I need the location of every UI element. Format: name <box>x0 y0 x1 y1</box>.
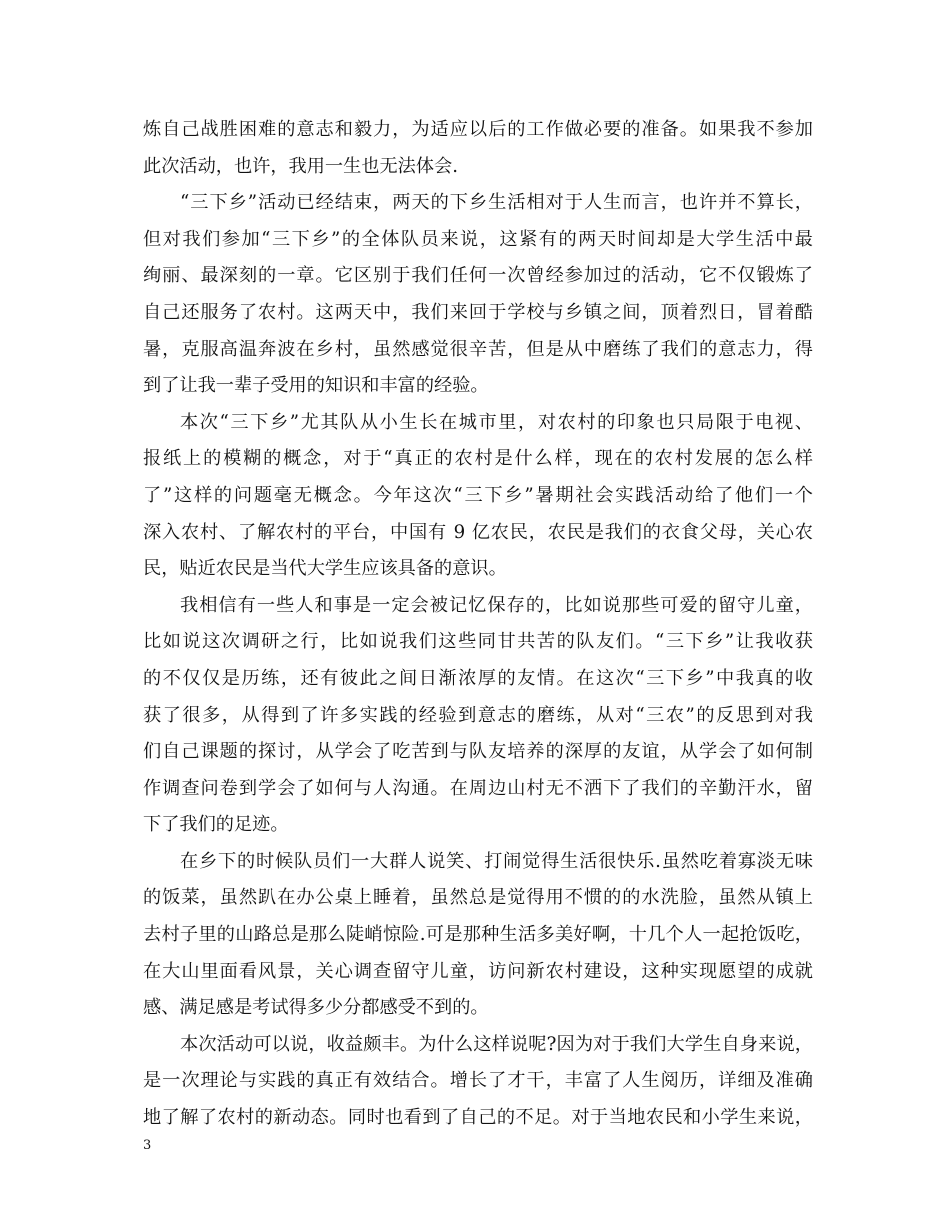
text-line: 地了解了农村的新动态。同时也看到了自己的不足。对于当地农民和小学生来说， <box>143 1107 813 1129</box>
text-line: 暑，克服高温奔波在乡村，虽然感觉很辛苦，但是从中磨练了我们的意志力，得 <box>143 338 813 360</box>
text-line: 在大山里面看风景，关心调查留守儿童，访问新农村建设，这种实现愿望的成就 <box>143 960 813 982</box>
text-line: 作调查问卷到学会了如何与人沟通。在周边山村无不洒下了我们的辛勤汗水，留 <box>143 777 813 799</box>
text-line: 是一次理论与实践的真正有效结合。增长了才干，丰富了人生阅历，详细及准确 <box>143 1070 813 1092</box>
text-line: 在乡下的时候队员们一大群人说笑、打闹觉得生活很快乐.虽然吃着寡淡无味 <box>180 850 813 872</box>
text-line: 感、满足感是考试得多少分都感受不到的。 <box>143 997 489 1019</box>
text-line: 我相信有一些人和事是一定会被记忆保存的，比如说那些可爱的留守儿童， <box>180 594 813 616</box>
text-line: 自己还服务了农村。这两天中，我们来回于学校与乡镇之间，顶着烈日，冒着酷 <box>143 301 813 323</box>
text-line: “三下乡”活动已经结束，两天的下乡生活相对于人生而言，也许并不算长， <box>180 192 813 214</box>
text-line: 民，贴近农民是当代大学生应该具备的意识。 <box>143 558 507 580</box>
text-line: 了”这样的问题毫无概念。今年这次“三下乡”暑期社会实践活动给了他们一个 <box>143 484 813 506</box>
text-line: 深入农村、了解农村的平台，中国有 9 亿农民，农民是我们的衣食父母，关心农 <box>143 521 813 543</box>
text-line: 比如说这次调研之行，比如说我们这些同甘共苦的队友们。“三下乡”让我收获 <box>143 631 813 653</box>
page-number: 3 <box>143 1138 152 1153</box>
text-line: 的不仅仅是历练，还有彼此之间日渐浓厚的友情。在这次“三下乡”中我真的收 <box>143 667 813 689</box>
text-line: 炼自己战胜困难的意志和毅力，为适应以后的工作做必要的准备。如果我不参加 <box>143 119 813 140</box>
text-line: 报纸上的模糊的概念，对于“真正的农村是什么样，现在的农村发展的怎么样 <box>143 448 813 470</box>
text-line: 但对我们参加“三下乡”的全体队员来说，这紧有的两天时间却是大学生活中最 <box>143 228 813 250</box>
text-line: 获了很多，从得到了许多实践的经验到意志的磨练，从对“三农”的反思到对我 <box>143 704 813 726</box>
text-line: 们自己课题的探讨，从学会了吃苦到与队友培养的深厚的友谊，从学会了如何制 <box>143 741 813 763</box>
text-line: 的饭菜，虽然趴在办公桌上睡着，虽然总是觉得用不惯的的水洗脸，虽然从镇上 <box>143 887 813 909</box>
text-line: 此次活动，也许，我用一生也无法体会. <box>143 155 458 177</box>
text-line: 本次“三下乡”尤其队从小生长在城市里，对农村的印象也只局限于电视、 <box>180 411 813 433</box>
text-line: 到了让我一辈子受用的知识和丰富的经验。 <box>143 375 489 397</box>
text-line: 绚丽、最深刻的一章。它区别于我们任何一次曾经参加过的活动，它不仅锻炼了 <box>143 265 813 287</box>
text-line: 本次活动可以说，收益颇丰。为什么这样说呢?因为对于我们大学生自身来说， <box>180 1033 813 1055</box>
text-line: 下了我们的足迹。 <box>143 814 289 836</box>
text-line: 去村子里的山路总是那么陡峭惊险.可是那种生活多美好啊，十几个人一起抢饭吃， <box>143 924 813 946</box>
body-text <box>143 112 813 1137</box>
